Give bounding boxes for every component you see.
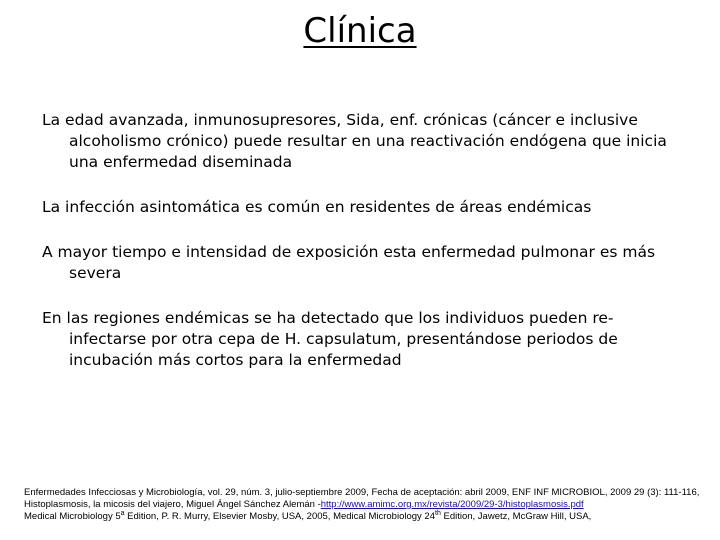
reference-2-part-c: Edition, Jawetz, McGraw Hill, USA, bbox=[440, 511, 592, 522]
references bbox=[24, 487, 700, 523]
slide-title: Clínica bbox=[303, 11, 417, 51]
bullet-item: En las regiones endémicas se ha detectado que los individuos pueden re-infectarse por otra cepa de H. capsulatum, presentándose periodos de incubación más cortos para la enfermedad bbox=[42, 309, 618, 369]
reference-1 bbox=[24, 487, 700, 511]
bullet-list bbox=[42, 110, 682, 395]
reference-2-part-b: Edition, P. R. Murry, Elsevier Mosby, USA, 2005, Medical Microbiology 24 bbox=[124, 511, 435, 522]
reference-2-sup-1: a bbox=[120, 509, 125, 517]
reference-1-text: Enfermedades Infecciosas y Microbiología, vol. 29, núm. 3, julio-septiembre 2009, Fecha de aceptación: abril 2009, ENF INF MICROBIOL, 2009 29 (3): 111-116, Histoplasmosis, la micosis del viajero, Miguel Ángel Sánchez Alemán - bbox=[24, 487, 700, 510]
reference-1-link[interactable]: http://www.amimc.org.mx/revista/2009/29-3/histoplasmosis.pdf bbox=[320, 499, 584, 510]
reference-2-sup-2: th bbox=[435, 509, 441, 517]
bullet-item: A mayor tiempo e intensidad de exposición esta enfermedad pulmonar es más severa bbox=[42, 243, 656, 282]
reference-2-part-a: Medical Microbiology 5 bbox=[24, 511, 121, 522]
bullet-item: La infección asintomática es común en residentes de áreas endémicas bbox=[42, 198, 592, 216]
bullet-item: La edad avanzada, inmunosupresores, Sida, enf. crónicas (cáncer e inclusive alcoholismo crónico) puede resultar en una reactivación endógena que inicia una enfermedad diseminada bbox=[42, 111, 667, 171]
reference-2 bbox=[24, 511, 700, 523]
